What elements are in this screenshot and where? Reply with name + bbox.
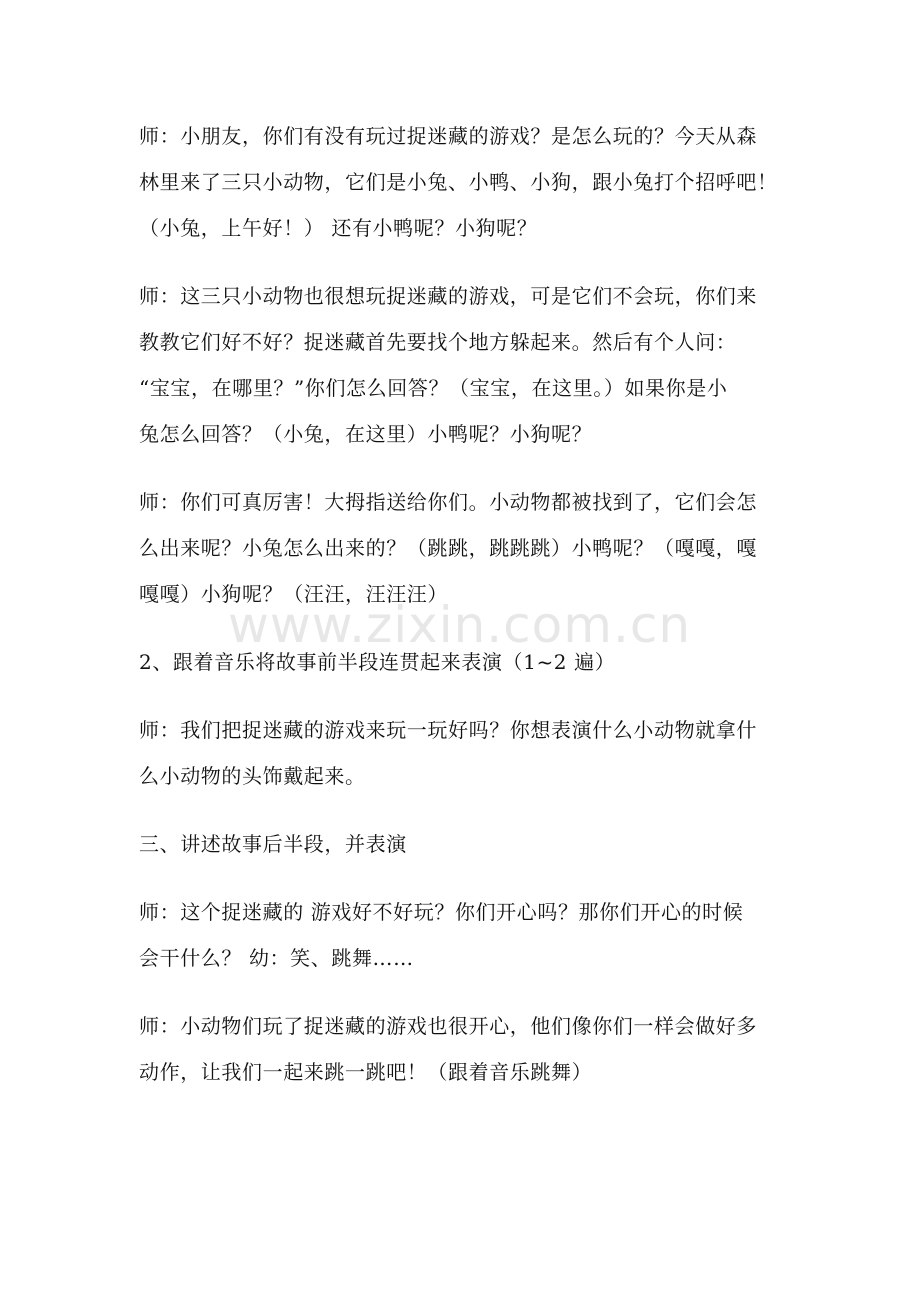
paragraph-teach-game xyxy=(139,273,789,457)
paragraph-found-animals xyxy=(139,479,789,617)
heading-text: 2、跟着音乐将故事前半段连贯起来表演（1~2 遍） xyxy=(139,650,616,674)
text-line: 师：这个捉迷藏的 游戏好不好玩？你们开心吗？那你们开心的时候 xyxy=(139,900,744,924)
text-line: 么小动物的头饰戴起来。 xyxy=(139,764,366,788)
heading-text: 三、讲述故事后半段，并表演 xyxy=(139,832,407,856)
text-line: 嘎嘎）小狗呢？（汪汪，汪汪汪） xyxy=(139,582,448,606)
text-line: 兔怎么回答？（小兔，在这里）小鸭呢？小狗呢？ xyxy=(139,422,593,446)
watermark: www.zixin.com.cn xyxy=(228,596,692,654)
section-heading-3 xyxy=(139,821,789,867)
text-line: 教教它们好不好？捉迷藏首先要找个地方躲起来。然后有个人问： xyxy=(139,330,737,354)
text-line: 林里来了三只小动物，它们是小兔、小鸭、小狗，跟小兔打个招呼吧！ xyxy=(139,170,778,194)
paragraph-happy xyxy=(139,889,789,981)
paragraph-play-game xyxy=(139,707,789,799)
text-line: 师：小朋友，你们有没有玩过捉迷藏的游戏？是怎么玩的？今天从森 xyxy=(139,124,757,148)
text-line: 会干什么？ 幼：笑、跳舞…… xyxy=(139,946,414,970)
section-heading-2 xyxy=(139,639,789,685)
text-line: 么出来呢？小兔怎么出来的？（跳跳，跳跳跳）小鸭呢？（嘎嘎，嘎 xyxy=(139,536,757,560)
text-line: 师：我们把捉迷藏的游戏来玩一玩好吗？你想表演什么小动物就拿什 xyxy=(139,718,757,742)
text-line: 师：小动物们玩了捉迷藏的游戏也很开心，他们像你们一样会做好多 xyxy=(139,1014,757,1038)
text-line: 师：你们可真厉害！大拇指送给你们。小动物都被找到了，它们会怎 xyxy=(139,490,757,514)
paragraph-dance xyxy=(139,1003,789,1095)
text-line: （小兔，上午好！） 还有小鸭呢？小狗呢？ xyxy=(139,216,538,240)
text-line: “宝宝，在哪里？”你们怎么回答？（宝宝，在这里。）如果你是小 xyxy=(139,376,728,400)
text-line: 动作，让我们一起来跳一跳吧！（跟着音乐跳舞） xyxy=(139,1060,593,1084)
text-line: 师：这三只小动物也很想玩捉迷藏的游戏，可是它们不会玩，你们来 xyxy=(139,284,757,308)
paragraph-intro xyxy=(139,113,789,251)
document-body xyxy=(139,113,789,1117)
